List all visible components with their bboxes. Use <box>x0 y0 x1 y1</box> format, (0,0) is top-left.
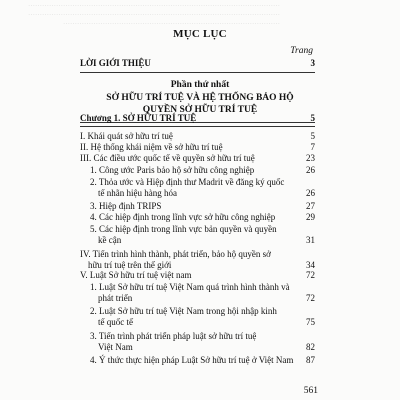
bleed-through-text: ……………………………………………………………………………………………… ……………………………………………………………………………………………… ………………………………………………………………………………… <box>28 0 280 26</box>
toc-entry-label: 4. Các hiệp định trong lĩnh vực sở hữu công nghiệp <box>90 212 276 222</box>
toc-entry <box>90 355 315 366</box>
toc-entry <box>90 282 315 304</box>
toc-entry-label: Chương 1. SỞ HỮU TRÍ TUỆ <box>80 113 197 123</box>
toc-entry-label: 2. Luật Sở hữu trí tuệ Việt Nam trong hội nhập kinh <box>90 306 277 316</box>
toc-entry-label: 1. Công ước Paris bảo hộ sở hữu công nghiệp <box>90 165 255 175</box>
toc-entry <box>80 153 315 164</box>
toc-entry-label: tế nhãn hiệu hàng hóa <box>98 188 177 198</box>
toc-entry <box>80 270 315 281</box>
toc-entry-label: tế quốc tế <box>98 317 133 327</box>
toc-entry-label: hữu trí tuệ trên thế giới <box>88 260 172 270</box>
toc-entry-page: 72 <box>306 270 315 280</box>
part-name: Phần thứ nhất <box>170 80 230 90</box>
toc-entry <box>90 201 315 212</box>
toc-entry-intro <box>80 58 315 69</box>
toc-entry-page: 75 <box>306 317 315 327</box>
toc-entry <box>90 165 315 176</box>
toc-entry-label: kề cận <box>98 235 122 245</box>
divider <box>80 126 315 127</box>
toc-entry <box>80 142 315 153</box>
toc-entry-page: 82 <box>306 342 315 352</box>
toc-entry-label: phát triển <box>98 293 133 303</box>
toc-entry <box>90 212 315 223</box>
toc-entry-label: 1. Luật Sở hữu trí tuệ Việt Nam quá trình hình thành và <box>90 282 290 292</box>
toc-entry-page: 72 <box>306 293 315 303</box>
page-number: 561 <box>303 386 318 396</box>
toc-entry-page: 5 <box>310 131 315 141</box>
toc-entry-chapter <box>80 113 315 124</box>
toc-entry <box>90 177 315 199</box>
toc-entry-page: 34 <box>306 260 315 270</box>
toc-entry-label: I. Khái quát sở hữu trí tuệ <box>80 131 173 141</box>
toc-entry <box>80 249 315 271</box>
toc-entry-page: 26 <box>306 188 315 198</box>
toc-entry-page: 87 <box>306 355 315 365</box>
part-heading-line-1: SỞ HỮU TRÍ TUỆ VÀ HỆ THỐNG BẢO HỘ <box>106 93 294 103</box>
part-heading-line-2: QUYỀN SỞ HỮU TRÍ TUỆ <box>142 105 258 115</box>
toc-entry-page: 23 <box>306 153 315 163</box>
toc-entry-page: 7 <box>310 142 315 152</box>
toc-entry-page: 3 <box>310 58 315 68</box>
page-column-header: Trang <box>290 46 313 56</box>
toc-entry-label: 3. Hiệp định TRIPS <box>90 201 162 211</box>
page-title: MỤC LỤC <box>173 28 227 40</box>
toc-entry <box>90 331 315 353</box>
toc-entry-label: 3. Tiến trình phát triển pháp luật sở hữu trí tuệ <box>90 331 257 341</box>
toc-entry <box>80 131 315 142</box>
toc-entry-label: LỜI GIỚI THIỆU <box>80 58 151 68</box>
toc-entry-label: V. Luật Sở hữu trí tuệ việt nam <box>80 270 192 280</box>
toc-entry-label: 5. Các hiệp định trong lĩnh vực bản quyền và quyền <box>90 224 277 234</box>
toc-entry-label: III. Các điều ước quốc tế về quyền sở hữu trí tuệ <box>80 153 255 163</box>
toc-entry-page: 27 <box>306 201 315 211</box>
toc-entry-page: 26 <box>306 165 315 175</box>
toc-entry-page: 29 <box>306 212 315 222</box>
toc-entry <box>90 224 315 246</box>
toc-entry-page: 5 <box>310 113 315 123</box>
toc-entry <box>90 306 315 328</box>
divider <box>80 72 315 73</box>
toc-entry-label: 4. Ý thức thực hiện pháp Luật Sở hữu trí tuệ ở Việt Nam <box>90 355 294 365</box>
toc-entry-label: 2. Thỏa ước và Hiệp định thư Madrit về đăng ký quốc <box>90 177 285 187</box>
toc-entry-label: II. Hệ thống khái niệm về sở hữu trí tuệ <box>80 142 223 152</box>
toc-entry-label: IV. Tiến trình hình thành, phát triển, bảo hộ quyền sở <box>80 249 271 259</box>
toc-entry-page: 31 <box>306 235 315 245</box>
toc-entry-label: Việt Nam <box>98 342 133 352</box>
